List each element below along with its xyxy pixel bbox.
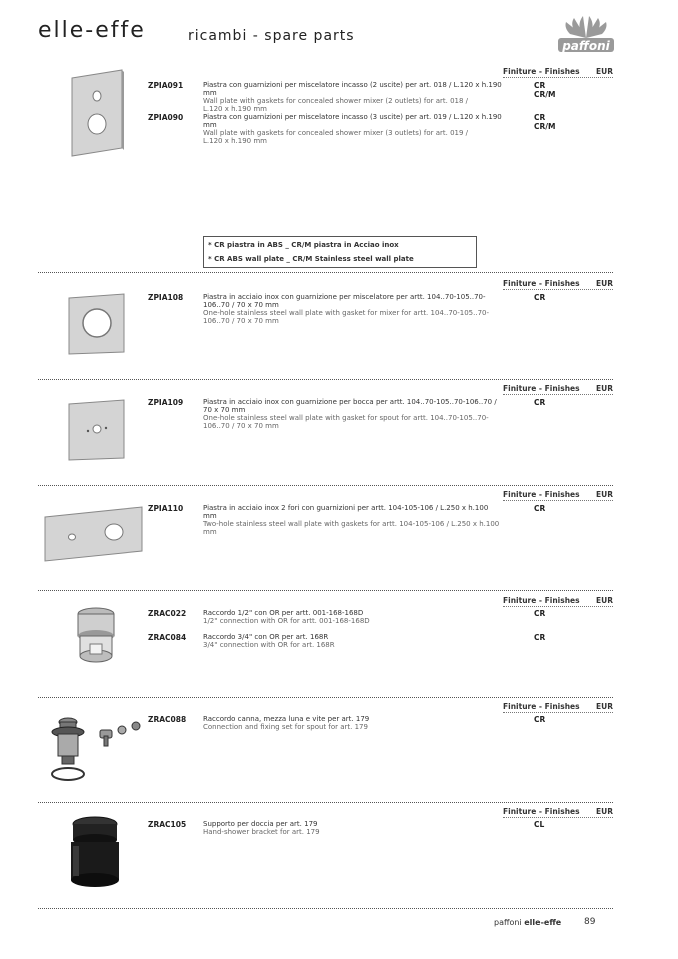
item-finishes: [534, 113, 555, 131]
footer-brand-name: elle-effe: [524, 918, 562, 927]
finish-code: CR: [534, 81, 546, 90]
item-description: [203, 504, 503, 536]
description-en: Connection and fixing set for spout for art. 179: [203, 723, 368, 731]
section-divider: [38, 590, 613, 591]
finish-code: CR/M: [534, 122, 556, 131]
description-en: Two-hole stainless steel wall plate with gaskets for artt. 104-105-106 / L.250 x h.100 mm: [203, 520, 500, 536]
col-finishes: Finiture - Finishes: [503, 490, 580, 499]
description-it: Raccordo 1/2" con OR per artt. 001-168-168D: [203, 609, 364, 617]
item-finishes: [534, 609, 545, 618]
finish-code: CR/M: [534, 90, 556, 99]
footer-brand: [494, 918, 561, 927]
finish-code: CR: [534, 504, 546, 513]
item-description: [203, 820, 503, 836]
section-divider: [38, 908, 613, 909]
note-line: * CR ABS wall plate _ CR/M Stainless steel wall plate: [208, 255, 414, 263]
section-divider: [38, 802, 613, 803]
description-it: Piastra in acciaio inox con guarnizione per miscelatore per artt. 104..70-105..70-106..70 / 70 x 70 mm: [203, 293, 486, 309]
item-description: [203, 609, 503, 625]
finish-code: CR: [534, 293, 546, 302]
item-finishes: [534, 820, 544, 829]
item-code: ZRAC088: [148, 715, 187, 724]
col-divider: [503, 712, 613, 713]
logo-text: paffoni: [562, 39, 610, 53]
description-it: Piastra con guarnizioni per miscelatore incasso (2 uscite) per art. 018 / L.120 x h.190 mm: [203, 81, 502, 97]
section-divider: [38, 379, 613, 380]
item-code: ZPIA110: [148, 504, 184, 513]
item-code: ZPIA109: [148, 398, 184, 407]
finish-code: CL: [534, 820, 545, 829]
description-en: One-hole stainless steel wall plate with gasket for mixer for artt. 104..70-105..70-106..70 / 70 x 70 mm: [203, 309, 489, 325]
description-en: One-hole stainless steel wall plate with gasket for spout for artt. 104..70-105..70-106..70 / 70 x 70 mm: [203, 414, 489, 430]
description-it: Piastra con guarnizioni per miscelatore incasso (3 uscite) per art. 019 / L.120 x h.190 mm: [203, 113, 502, 129]
connection-fitting-image: [68, 604, 124, 668]
wall-plate-2-outlets-image: [68, 68, 128, 158]
spout-plate-image: [66, 398, 128, 462]
col-price: EUR: [596, 384, 613, 393]
footer-brand-prefix: paffoni: [494, 918, 522, 927]
description-it: Supporto per doccia per art. 179: [203, 820, 318, 828]
col-divider: [503, 289, 613, 290]
item-description: [203, 398, 503, 430]
description-it: Piastra in acciaio inox 2 fori con guarnizioni per artt. 104-105-106 / L.250 x h.100 mm: [203, 504, 489, 520]
item-finishes: [534, 715, 545, 724]
finish-code: CR: [534, 398, 546, 407]
description-en: 1/2" connection with OR for artt. 001-168-168D: [203, 617, 370, 625]
description-it: Raccordo canna, mezza luna e vite per art. 179: [203, 715, 370, 723]
col-divider: [503, 817, 613, 818]
finish-code: CR: [534, 113, 546, 122]
paffoni-logo: [556, 16, 616, 56]
one-hole-plate-image: [66, 292, 128, 356]
col-finishes: Finiture - Finishes: [503, 384, 580, 393]
item-description: [203, 113, 503, 145]
note-line: * CR piastra in ABS _ CR/M piastra in Acciao inox: [208, 241, 399, 249]
spout-fixing-set-image: [44, 712, 146, 784]
finish-code: CR: [534, 633, 546, 642]
description-en: Wall plate with gaskets for concealed shower mixer (3 outlets) for art. 019 / L.120 x h.190 mm: [203, 129, 469, 145]
description-en: 3/4" connection with OR for art. 168R: [203, 641, 335, 649]
item-code: ZPIA091: [148, 81, 184, 90]
description-it: Raccordo 3/4" con OR per art. 168R: [203, 633, 329, 641]
item-finishes: [534, 633, 545, 642]
description-en: Wall plate with gaskets for concealed shower mixer (2 outlets) for art. 018 / L.120 x h.190 mm: [203, 97, 469, 113]
item-code: ZPIA090: [148, 113, 184, 122]
description-en: Hand-shower bracket for art. 179: [203, 828, 320, 836]
col-divider: [503, 77, 613, 78]
item-finishes: [534, 504, 545, 513]
col-price: EUR: [596, 490, 613, 499]
page-number: 89: [584, 917, 596, 927]
col-divider: [503, 606, 613, 607]
col-finishes: Finiture - Finishes: [503, 279, 580, 288]
item-code: ZRAC084: [148, 633, 187, 642]
col-finishes: Finiture - Finishes: [503, 807, 580, 816]
col-price: EUR: [596, 67, 613, 76]
col-price: EUR: [596, 596, 613, 605]
item-description: [203, 633, 503, 649]
col-finishes: Finiture - Finishes: [503, 702, 580, 711]
col-price: EUR: [596, 702, 613, 711]
col-price: EUR: [596, 807, 613, 816]
finish-code: CR: [534, 609, 546, 618]
item-code: ZRAC105: [148, 820, 187, 829]
two-hole-plate-image: [42, 505, 146, 563]
item-description: [203, 715, 503, 731]
brand-title: elle-effe: [38, 18, 146, 43]
col-price: EUR: [596, 279, 613, 288]
col-divider: [503, 394, 613, 395]
description-it: Piastra in acciaio inox con guarnizione per bocca per artt. 104..70-105..70-106..70 / 70 x 70 mm: [203, 398, 497, 414]
item-description: [203, 81, 503, 113]
item-code: ZPIA108: [148, 293, 184, 302]
finish-code: CR: [534, 715, 546, 724]
section-divider: [38, 697, 613, 698]
item-finishes: [534, 81, 555, 99]
item-finishes: [534, 398, 545, 407]
col-divider: [503, 500, 613, 501]
item-description: [203, 293, 503, 325]
col-finishes: Finiture - Finishes: [503, 596, 580, 605]
section-divider: [38, 272, 613, 273]
finish-note-box: [203, 236, 477, 268]
section-title: ricambi - spare parts: [188, 28, 355, 44]
hand-shower-bracket-image: [64, 816, 126, 890]
section-divider: [38, 485, 613, 486]
col-finishes: Finiture - Finishes: [503, 67, 580, 76]
item-finishes: [534, 293, 545, 302]
item-code: ZRAC022: [148, 609, 187, 618]
